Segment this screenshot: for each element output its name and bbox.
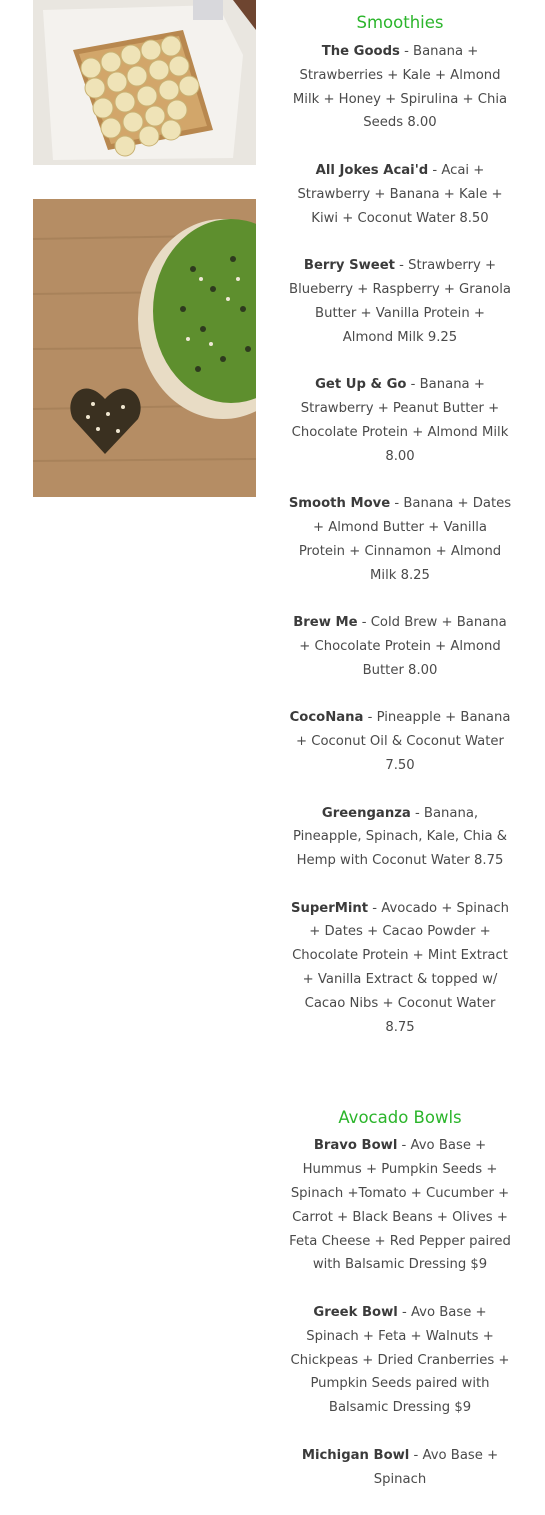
menu-item-michigan-bowl bbox=[288, 1444, 512, 1492]
menu-item-name: All Jokes Acai'd bbox=[315, 162, 429, 178]
avocado-bowls-heading: Avocado Bowls bbox=[338, 1108, 462, 1128]
menu-item-greenganza bbox=[288, 802, 512, 873]
menu-item-name: The Goods bbox=[321, 44, 400, 59]
menu-item-desc: - Strawberry + Blueberry + Raspberry + Granola Butter + Vanilla Protein + Almond Milk 9.25 bbox=[289, 258, 511, 345]
menu-item-smooth-move bbox=[288, 492, 512, 587]
menu-item-desc: - Banana, Pineapple, Spinach, Kale, Chia & Hemp with Coconut Water 8.75 bbox=[292, 805, 508, 869]
avocado-toast-heart-photo bbox=[33, 199, 256, 497]
menu-item-desc: - Avo Base + Spinach + Feta + Walnuts + Chickpeas + Dried Cranberries + Pumpkin Seeds paired with Balsamic Dressing $9 bbox=[290, 1305, 510, 1416]
menu-item-desc: - Avocado + Spinach + Dates + Cacao Powder + Chocolate Protein + Mint Extract + Vanilla Extract & topped w/ Cacao Nibs + Coconut Water 8.75 bbox=[292, 900, 510, 1035]
menu-item-desc: - Pineapple + Banana + Coconut Oil & Coconut Water 7.50 bbox=[296, 710, 511, 773]
menu-item-name: Get Up & Go bbox=[315, 377, 407, 393]
menu-item-greek-bowl bbox=[288, 1301, 512, 1420]
menu-item-desc: - Acai + Strawberry + Banana + Kale + Kiwi + Coconut Water 8.50 bbox=[297, 162, 503, 226]
banana-toast-photo bbox=[33, 0, 256, 165]
menu-item-name: Michigan Bowl bbox=[301, 1447, 410, 1463]
menu-item-bravo-bowl bbox=[288, 1134, 512, 1277]
menu-item-all-jokes-acaid bbox=[288, 159, 512, 230]
menu-item-name: SuperMint bbox=[290, 900, 369, 916]
menu-item-get-up-and-go bbox=[288, 373, 512, 468]
menu-item-desc: - Avo Base + Spinach bbox=[373, 1447, 499, 1487]
menu-item-name: Berry Sweet bbox=[303, 258, 395, 274]
smoothies-heading: Smoothies bbox=[356, 13, 444, 32]
menu-item-name: Greenganza bbox=[321, 805, 411, 821]
menu-item-desc: - Banana + Dates + Almond Butter + Vanilla Protein + Cinnamon + Almond Milk 8.25 bbox=[298, 496, 512, 583]
menu-item-name: Brew Me bbox=[293, 615, 358, 631]
menu-item-name: Bravo Bowl bbox=[313, 1138, 398, 1154]
menu-item-name: Smooth Move bbox=[288, 496, 391, 512]
menu-item-name: CocoNana bbox=[289, 710, 364, 726]
menu-item-name: Greek Bowl bbox=[313, 1305, 398, 1321]
menu-item-supermint bbox=[288, 897, 512, 1040]
menu-item-desc: - Cold Brew + Banana + Chocolate Protein + Almond Butter 8.00 bbox=[299, 615, 507, 678]
menu-item-berry-sweet bbox=[288, 254, 512, 349]
menu-item-coconana bbox=[288, 706, 512, 777]
menu-item-desc: - Avo Base + Hummus + Pumpkin Seeds + Spinach +Tomato + Cucumber + Carrot + Black Beans + Olives + Feta Cheese + Red Pepper paired with Balsamic Dressing $9 bbox=[289, 1138, 511, 1273]
menu-item-brew-me bbox=[288, 611, 512, 682]
menu-column bbox=[288, 0, 512, 1515]
menu-item-the-goods bbox=[288, 40, 512, 135]
menu-item-desc: - Banana + Strawberry + Peanut Butter + Chocolate Protein + Almond Milk 8.00 bbox=[291, 377, 509, 464]
menu-item-desc: - Banana + Strawberries + Kale + Almond Milk + Honey + Spirulina + Chia Seeds 8.00 bbox=[292, 44, 508, 131]
